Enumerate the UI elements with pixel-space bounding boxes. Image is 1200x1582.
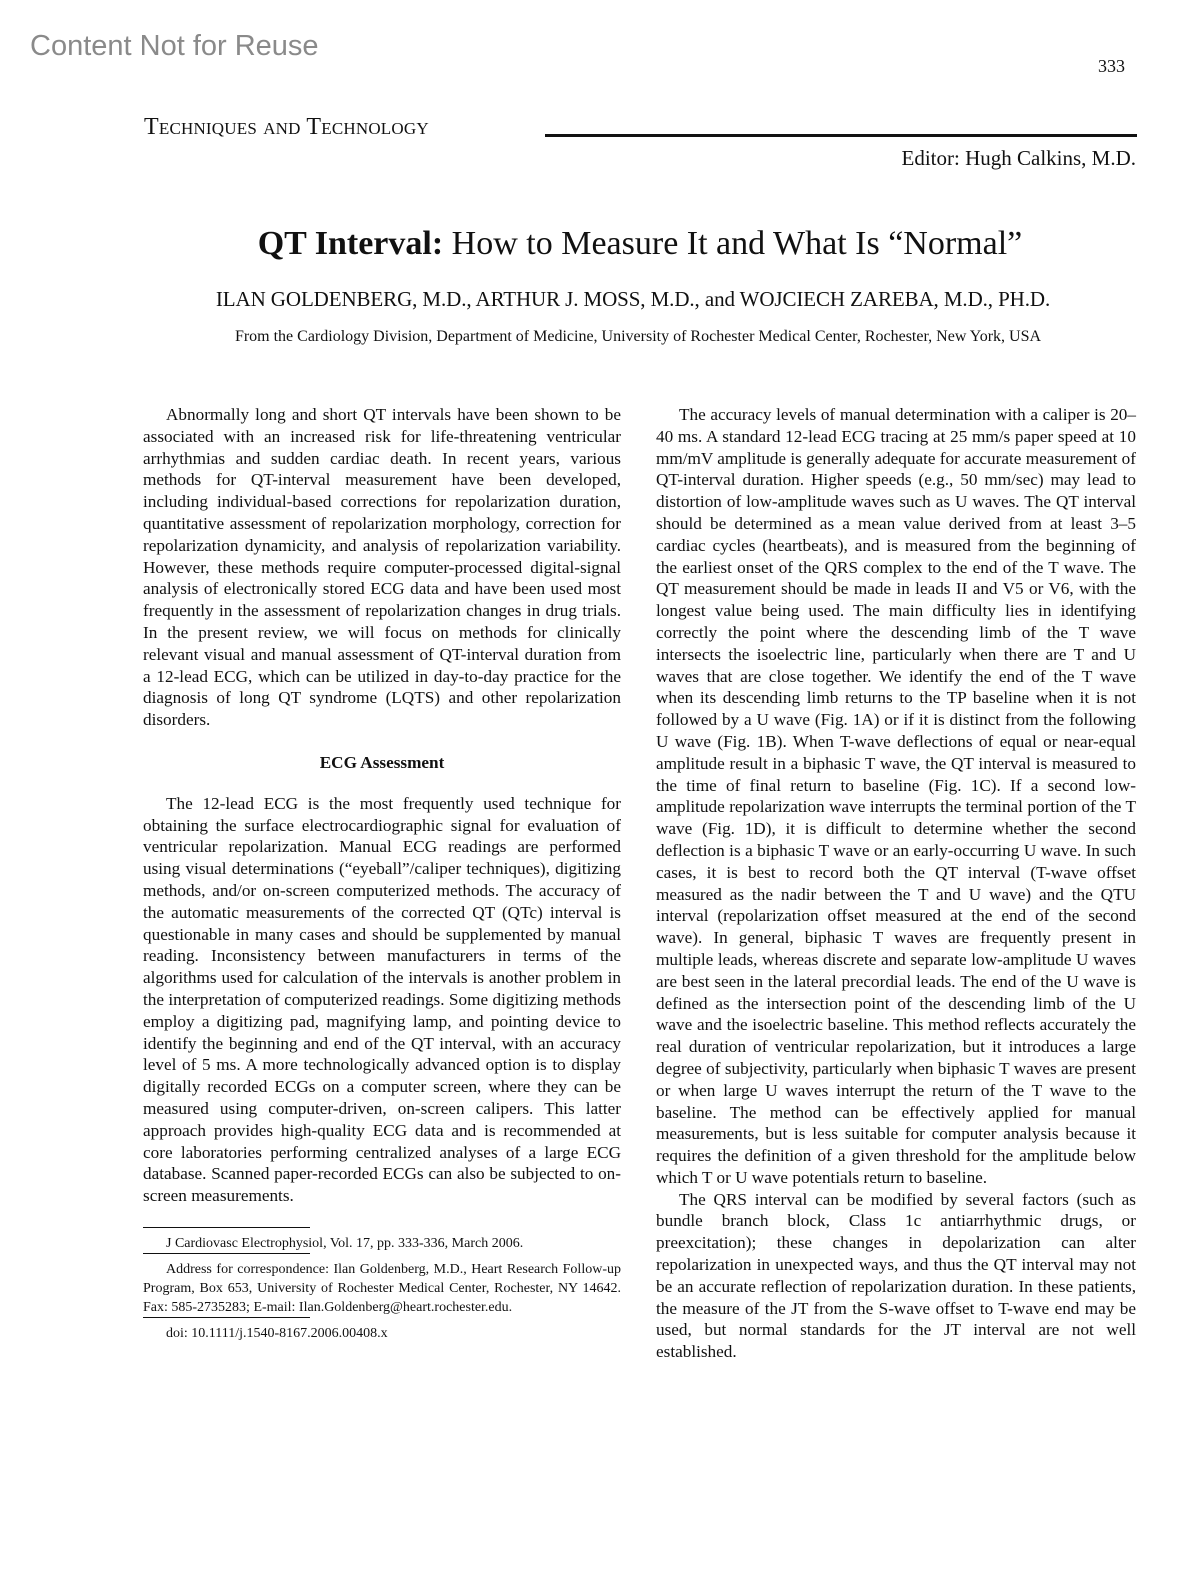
body-paragraph: The QRS interval can be modified by several factors (such as bundle branch block, Class 1c antiarrhythmic drugs, or preexcitation); these changes in depolarization can alter repolarization in unexpected ways, and thus the QT interval may not be an accurate reflection of repolarization duration. In these patients, the measure of the JT from the S-wave offset to T-wave end may be used, but normal standards for the JT interval are not well established. (656, 1189, 1136, 1362)
section-title: Techniques and Technology (144, 114, 429, 140)
affiliation: From the Cardiology Division, Department of Medicine, University of Rochester Medical Center, Rochester, New York, USA (234, 328, 1042, 345)
section-heading: ECG Assessment (319, 752, 445, 772)
body-paragraph: The accuracy levels of manual determination with a caliper is 20–40 ms. A standard 12-lead ECG tracing at 25 mm/s paper speed at 10 mm/mV amplitude is generally adequate for accurate measurement of QT-interval duration. Higher speeds (e.g., 50 mm/sec) may lead to distortion of low-amplitude waves such as U waves. The QT interval should be determined as a mean value derived from at least 3–5 cardiac cycles (heartbeats), and is measured from the beginning of the earliest onset of the QRS complex to the end of the T wave. The QT measurement should be made in leads II and V5 or V6, with the longest value being used. The main difficulty lies in identifying correctly the point where the descending limb of the T wave intersects the isoelectric line, particularly when there are T and U waves that are close together. We identify the end of the T wave when its descending limb returns to the TP baseline when it is not followed by a U wave (Fig. 1A) or if it is distinct from the following U wave (Fig. 1B). When T-wave deflections of equal or near-equal amplitude result in a biphasic T wave, the QT interval is measured to the time of final return to baseline (Fig. 1C). If a second low-amplitude repolarization wave interrupts the terminal portion of the T wave (Fig. 1D), it is difficult to determine whether the second deflection is a biphasic T wave or an early-occurring U wave. In such cases, it is best to record both the QT interval (T-wave offset measured as the nadir between the T and U wave) and the QTU interval (repolarization offset measured at the end of the second wave). In general, biphasic T waves are frequently present in multiple leads, whereas discrete and separate low-amplitude U waves are best seen in the lateral precordial leads. The end of the U wave is defined as the intersection point of the descending limb of the U wave and the isoelectric baseline. This method reflects accurately the real duration of ventricular repolarization, but it introduces a large degree of subjectivity, particularly when biphasic T waves are present or when large U waves interrupt the return of the T wave to the baseline. The method can be effectively applied for manual measurements, but is less suitable for computer analysis because it requires the definition of a given threshold for the amplitude below which T or U wave potentials return to baseline. (656, 405, 1136, 1187)
section-rule (545, 134, 1137, 137)
right-column (656, 404, 1136, 1363)
correspondence-footnote: Address for correspondence: Ilan Goldenberg, M.D., Heart Research Follow-up Program, Box 653, University of Rochester Medical Center, Rochester, NY 14642. Fax: 585-2735283; E-mail: Ilan.Goldenberg@heart.rochester.edu. (143, 1261, 621, 1315)
article-title-rest: How to Measure It and What Is “Normal” (443, 225, 1023, 262)
footnote-rule (143, 1253, 310, 1254)
editor-credit: Editor: Hugh Calkins, M.D. (901, 146, 1136, 170)
abstract-paragraph: Abnormally long and short QT intervals have been shown to be associated with an increased risk for life-threatening ventricular arrhythmias and sudden cardiac death. In recent years, various methods for QT-interval measurement have been developed, including individual-based corrections for repolarization duration, quantitative assessment of repolarization morphology, correction for repolarization dynamicity, and analysis of repolarization variability. However, these methods require computer-processed digital-signal analysis of electronically stored ECG data and have been used most frequently in the assessment of repolarization changes in drug trials. In the present review, we will focus on methods for clinically relevant visual and manual assessment of QT-interval duration from a 12-lead ECG, which can be utilized in day-to-day practice for the diagnosis of long QT syndrome (LQTS) and other repolarization disorders. (143, 405, 621, 730)
footnote-rule (143, 1317, 310, 1318)
left-column (143, 404, 621, 1343)
watermark: Content Not for Reuse (30, 30, 319, 62)
body-paragraph: The 12-lead ECG is the most frequently used technique for obtaining the surface electrocardiographic signal for evaluation of ventricular repolarization. Manual ECG readings are performed using visual determinations (“eyeball”/caliper techniques), digitizing methods, and/or on-screen computerized methods. The accuracy of the automatic measurements of the corrected QT (QTc) interval is questionable in many cases and should be supplemented by manual reading. Inconsistency between manufacturers in terms of the algorithms used for calculation of the intervals is another problem in the interpretation of computerized readings. Some digitizing methods employ a digitizing pad, magnifying lamp, and pointing device to identify the beginning and end of the QT interval, with an accuracy level of 5 ms. A more technologically advanced option is to display digitally recorded ECGs on a computer screen, where they can be measured using computer-driven, on-screen calipers. This latter approach provides high-quality ECG data and is recommended at core laboratories performing centralized analyses of a large ECG database. Scanned paper-recorded ECGs can also be subjected to on-screen measurements. (143, 793, 621, 1206)
footnotes (143, 1227, 621, 1343)
article-title-bold: QT Interval: (257, 225, 444, 262)
doi-footnote: doi: 10.1111/j.1540-8167.2006.00408.x (166, 1325, 388, 1341)
citation-footnote: J Cardiovasc Electrophysiol, Vol. 17, pp. 333-336, March 2006. (166, 1235, 524, 1251)
page-number: 333 (1098, 56, 1125, 76)
author-list: ILAN GOLDENBERG, M.D., ARTHUR J. MOSS, M.D., and WOJCIECH ZAREBA, M.D., PH.D. (215, 287, 1051, 311)
footnote-rule (143, 1227, 310, 1228)
article-title (0, 225, 1200, 263)
